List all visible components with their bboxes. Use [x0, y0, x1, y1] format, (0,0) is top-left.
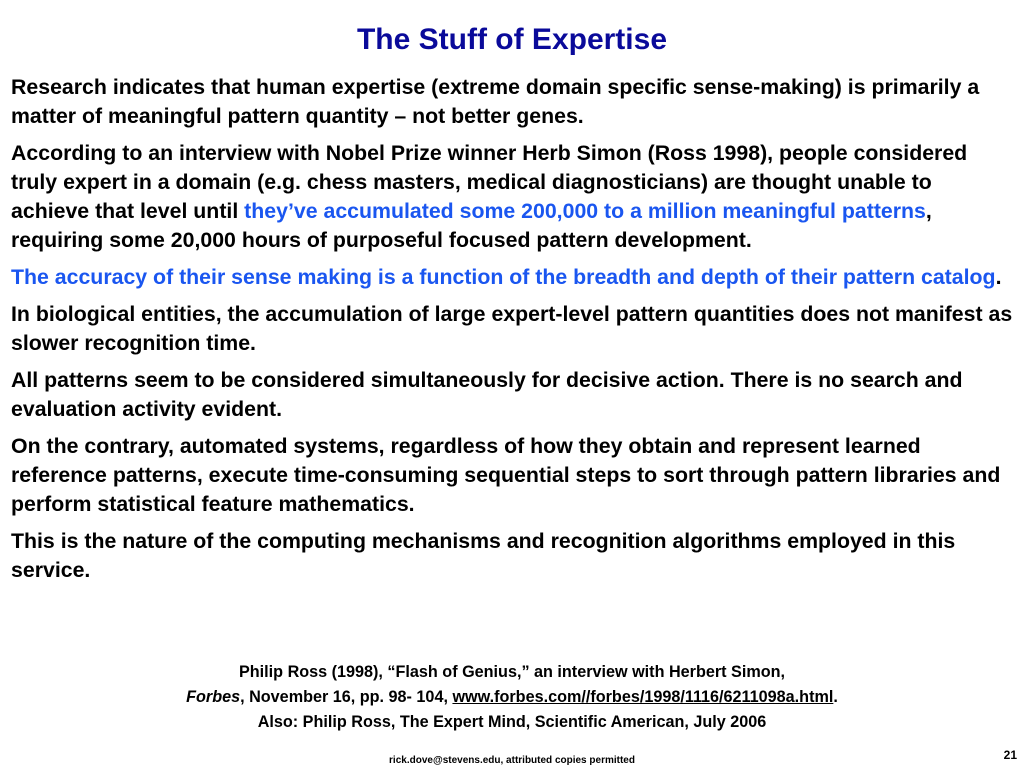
citation-line-1: Philip Ross (1998), “Flash of Genius,” an interview with Herbert Simon,: [239, 663, 785, 681]
publication-name: Forbes: [186, 688, 241, 706]
paragraph-research: [11, 73, 1015, 131]
citation-text: .: [833, 688, 838, 706]
paragraph-text: All patterns seem to be considered simultaneously for decisive action. There is no search and evaluation activity evident.: [11, 368, 963, 421]
paragraph-accuracy: [11, 263, 1015, 292]
slide-body: [11, 73, 1015, 593]
paragraph-biological: [11, 300, 1015, 358]
paragraph-text: , requiring some 20,000 hours of purposeful focused pattern development.: [11, 199, 932, 252]
paragraph-simultaneous: [11, 366, 1015, 424]
slide-title: The Stuff of Expertise: [356, 23, 668, 56]
page-number: 21: [1003, 748, 1017, 762]
paragraph-text: On the contrary, automated systems, regardless of how they obtain and represent learned reference patterns, execute time-consuming sequential steps to sort through pattern libraries and perform statistical feature mathematics.: [11, 434, 1001, 516]
citation-line-2: [0, 685, 1024, 710]
paragraph-text: Research indicates that human expertise (extreme domain specific sense-making) is primarily a matter of meaningful pattern quantity – not better genes.: [11, 75, 980, 128]
footer-credit: rick.dove@stevens.edu, attributed copies permitted: [389, 755, 635, 766]
paragraph-text: In biological entities, the accumulation of large expert-level pattern quantities does not manifest as slower recognition time.: [11, 302, 1013, 355]
highlighted-text: they’ve accumulated some 200,000 to a million meaningful patterns: [244, 199, 926, 223]
citation-text: , November 16, pp. 98- 104,: [240, 688, 453, 706]
paragraph-automated: [11, 432, 1015, 519]
citation: [0, 660, 1024, 735]
paragraph-text: According to an interview with Nobel Prize winner Herb Simon (Ross 1998), people considered truly expert in a domain (e.g. chess masters, medical diagnosticians) are thought unable to achieve that level until: [11, 141, 968, 223]
paragraph-text: This is the nature of the computing mechanisms and recognition algorithms employed in this service.: [11, 529, 956, 582]
paragraph-nature: [11, 527, 1015, 585]
paragraph-text: .: [995, 265, 1002, 289]
forbes-link[interactable]: www.forbes.com//forbes/1998/1116/6211098a.html: [452, 688, 834, 706]
citation-line-3: Also: Philip Ross, The Expert Mind, Scientific American, July 2006: [257, 713, 767, 731]
paragraph-simon-interview: [11, 139, 1015, 255]
highlighted-text: The accuracy of their sense making is a function of the breadth and depth of their pattern catalog: [11, 265, 996, 289]
